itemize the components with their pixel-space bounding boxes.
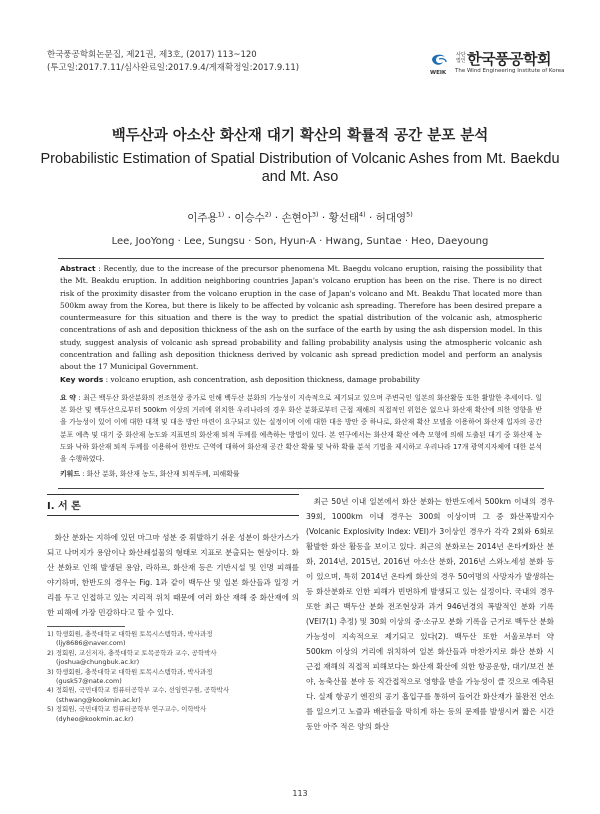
paper-title-english: Probabilistic Estimation of Spatial Distribution of Volcanic Ashes from Mt. Baekdu and Mt. Aso bbox=[40, 151, 560, 185]
footnote-divider bbox=[47, 626, 125, 627]
author-separator: · bbox=[271, 212, 282, 224]
author-list-english: Lee, JooYong · Lee, Sungsu · Son, Hyun-A · Hwang, Suntae · Heo, Daeyoung bbox=[111, 236, 489, 247]
keywords-korean bbox=[58, 468, 544, 480]
keywords-english bbox=[58, 374, 544, 386]
left-column bbox=[47, 494, 299, 724]
submission-dates: (투고일:2017.7.11/심사완료일:2017.9.4/게재확정일:2017.9.11) bbox=[47, 63, 300, 73]
abstract-box bbox=[58, 258, 544, 489]
keywords-label: Key words bbox=[60, 374, 104, 384]
society-logo bbox=[430, 49, 565, 79]
paper-title-korean: 백두산과 아소산 화산재 대기 확산의 확률적 공간 분포 분석 bbox=[111, 128, 489, 144]
author-name: 이승수 bbox=[234, 212, 265, 224]
logo-abbrev: WEIK bbox=[430, 70, 447, 76]
page-number: 113 bbox=[292, 789, 308, 798]
footnote-line: 3) 학생회원, 충북대학교 대학원 토목시스템학과, 박사과정 bbox=[47, 667, 213, 676]
body-paragraph: 화산 분화는 지하에 있던 마그마 성분 중 휘발하기 쉬운 성분이 화산가스가 되고 나머지가 용암이나 화산쇄설물의 형태로 지표로 분출되는 현상이다. 화산 분화로 인해 발생된 용암, 라하르, 화산재 등은 기반시설 및 인명 피해를 야기하며, 한반도의 경우는 Fig. 1과 같이 백두산 및 일본 화산들과 일정 거리를 두고 인접하고 있는 지리적 위치 때문에 여러 화산 재해 중 화산재에 의한 피해에 가장 민감하다고 할 수 있다. bbox=[47, 533, 299, 617]
footnote-email: (gusk57@nate.com) bbox=[56, 677, 122, 686]
logo-korean-name: 한국풍공학회 bbox=[467, 50, 551, 68]
yoyak-label: 요 약 bbox=[60, 393, 76, 402]
keywords-korean-label: 키워드 bbox=[60, 470, 80, 479]
author-affil-mark: 4) bbox=[359, 210, 366, 219]
author-list-korean bbox=[0, 210, 600, 225]
right-column bbox=[306, 494, 554, 734]
author-affil-mark: 1) bbox=[217, 210, 225, 219]
logo-corp-label: 사단 법인 bbox=[456, 52, 466, 64]
yoyak-text: : 최근 백두산 화산분화의 전조현상 증가로 인해 백두산 분화의 가능성이 지속적으로 제기되고 있으며 주변국인 일본의 화산활동 또한 활발한 추세이다. 일본 화산 및 백두산으로부터 500km 이상의 거리에 위치한 우리나라의 경우 화산 분화로부터 근접 재해의 직접적인 위험은 없으나 화산재 확산에 의한 영향을 받을 가능성이 있어 이에 대한 대책 및 대응 방안 마련이 요구되고 있는 실정이며 이에 대한 대응 방안 중 하나로, 화산재 확산 모델을 이용하여 화산재 입자의 공간분포 예측 및 대기 중 화산재 농도와 지표면의 화산재 퇴적 두께를 예측하는 방법이 있다. 본 연구에서는 화산재 확산 예측 모형에 의해 도출된 대기 중 화산재 농도와 낙하 화산재 퇴적 두께를 이용하여 한반도 근역에 대하여 화산재 공간 확산 확률 및 낙하 확률 분석 기법을 제시하고 우리나라 17개 광역지자체에 대한 분석을 수행하였다. bbox=[60, 393, 542, 464]
footnote-line: 4) 정회원, 국민대학교 컴퓨터공학부 교수, 선임연구원, 공학박사 bbox=[47, 686, 230, 695]
author-separator: · bbox=[224, 212, 235, 224]
footnote-email: (dyheo@kookmin.ac.kr) bbox=[56, 714, 134, 723]
author-separator: · bbox=[318, 212, 329, 224]
author-separator: · bbox=[365, 212, 376, 224]
wind-swirl-icon bbox=[430, 51, 448, 69]
footnote-email: (joshua@chungbuk.ac.kr) bbox=[56, 658, 140, 667]
abstract-english bbox=[58, 263, 544, 374]
abstract-korean bbox=[58, 392, 544, 466]
logo-english-name: The Wind Engineering Institute of Korea bbox=[455, 68, 565, 74]
keywords-korean-text: : 화산 분화, 화산재 농도, 화산재 퇴적두께, 피해확률 bbox=[82, 470, 240, 479]
footnote-email: (sthwang@kookmin.ac.kr) bbox=[56, 695, 141, 704]
footnote-line: 2) 정회원, 교신저자, 충북대학교 토목공학과 교수, 공학박사 bbox=[47, 648, 217, 657]
footnote-email: (ljy8686@naver.com) bbox=[56, 639, 126, 648]
section-heading-introduction: I. 서 론 bbox=[47, 494, 299, 516]
author-affil-mark: 5) bbox=[406, 210, 413, 219]
author-name: 손현아 bbox=[281, 212, 312, 224]
author-affil-mark: 3) bbox=[311, 210, 319, 219]
journal-header bbox=[47, 49, 299, 75]
keywords-text: : volcano eruption, ash concentration, ash deposition thickness, damage probability bbox=[105, 374, 420, 384]
author-name: 황선태 bbox=[328, 212, 359, 224]
author-affil-mark: 2) bbox=[264, 210, 272, 219]
author-name: 허대영 bbox=[375, 212, 407, 224]
abstract-label: Abstract bbox=[60, 264, 96, 273]
abstract-text: : Recently, due to the increase of the precursor phenomena Mt. Baegdu volcano eruption, raising the possibility that the Mt. Beakdu eruption. In addition neighboring countries Japan's volcano eruption has been on the rise. There is no direct risk of the proximity disaster from the volcano eruption in the case of Japan's volcano and Mt. Beakdu That located more than 500km away from the Korea, but there is likely to be affected by volcanic ash spreading. Therefore has been desired prepare a countermeasure for this situation and there is the way to predict the spatial distribution of the volcanic ash, atmospheric concentrations of ash and deposition thickness of the ash on the surface of the earth by using the ash dispersion model. In this study, suggest analysis of volcanic ash spread probability and falling probability analysis using the atmospheric volcanic ash concentration and falling ash deposition thickness derived by volcanic ash spread prediction model and perform an analysis about the 17 Municipal Government. bbox=[60, 264, 542, 372]
author-name: 이주용 bbox=[187, 212, 218, 224]
footnote-line: 1) 학생회원, 충북대학교 대학원 토목시스템학과, 박사과정 bbox=[47, 630, 213, 638]
footnote-line: 5) 정회원, 국민대학교 컴퓨터공학부 연구교수, 이학박사 bbox=[47, 705, 207, 714]
journal-citation: 한국풍공학회논문집, 제21권, 제3호, (2017) 113~120 bbox=[47, 50, 257, 60]
footnotes bbox=[47, 630, 299, 724]
body-paragraph: 최근 50년 이내 일본에서 화산 분화는 한반도에서 500km 이내의 경우 39회, 1000km 이내 경우는 300회 이상이며 그 중 화산폭발지수(Volcanic Explosivity Index: VEI)가 3이상인 경우가 각각 2회와 6회로 활발한 화산 활동을 보이고 있다. 최근의 분화로는 2014년 온타케화산 분화, 2014년, 2015년, 2016년 아소산 분화, 2016년 스와노세섬 분화 등이 있으며, 특히 2014년 온타케 화산의 경우 50여명의 사망자가 발생하는 등 화산분화로 인한 피해가 빈번하게 발생되고 있는 실정이다. 국내의 경우 또한 최근 백두산 분화 전조현상과 과거 946년경의 폭발적인 분화 기록(VEI7(1) 추정) 및 30회 이상의 중·소규모 분화 기록을 근거로 백두산 분화 가능성이 지속적으로 제기되고 있다(2). 백두산 또한 서울로부터 약 500km 이상의 거리에 위치하여 일본 화산들과 마찬가지로 화산 분화 시 근접 재해의 직접적 피해보다는 화산재 확산에 의한 항공운항, 대기/보건 분야, 농축산물 분야 등 직간접적으로 영향을 받을 가능성이 클 것으로 예측된다. 실제 항공기 엔진의 공기 흡입구를 통하여 들어간 화산재가 불완전 연소를 일으키고 노즐과 배관들을 막히게 하는 등의 문제를 발생시켜 짧은 시간 동안 아주 적은 양의 화산 bbox=[306, 497, 554, 731]
